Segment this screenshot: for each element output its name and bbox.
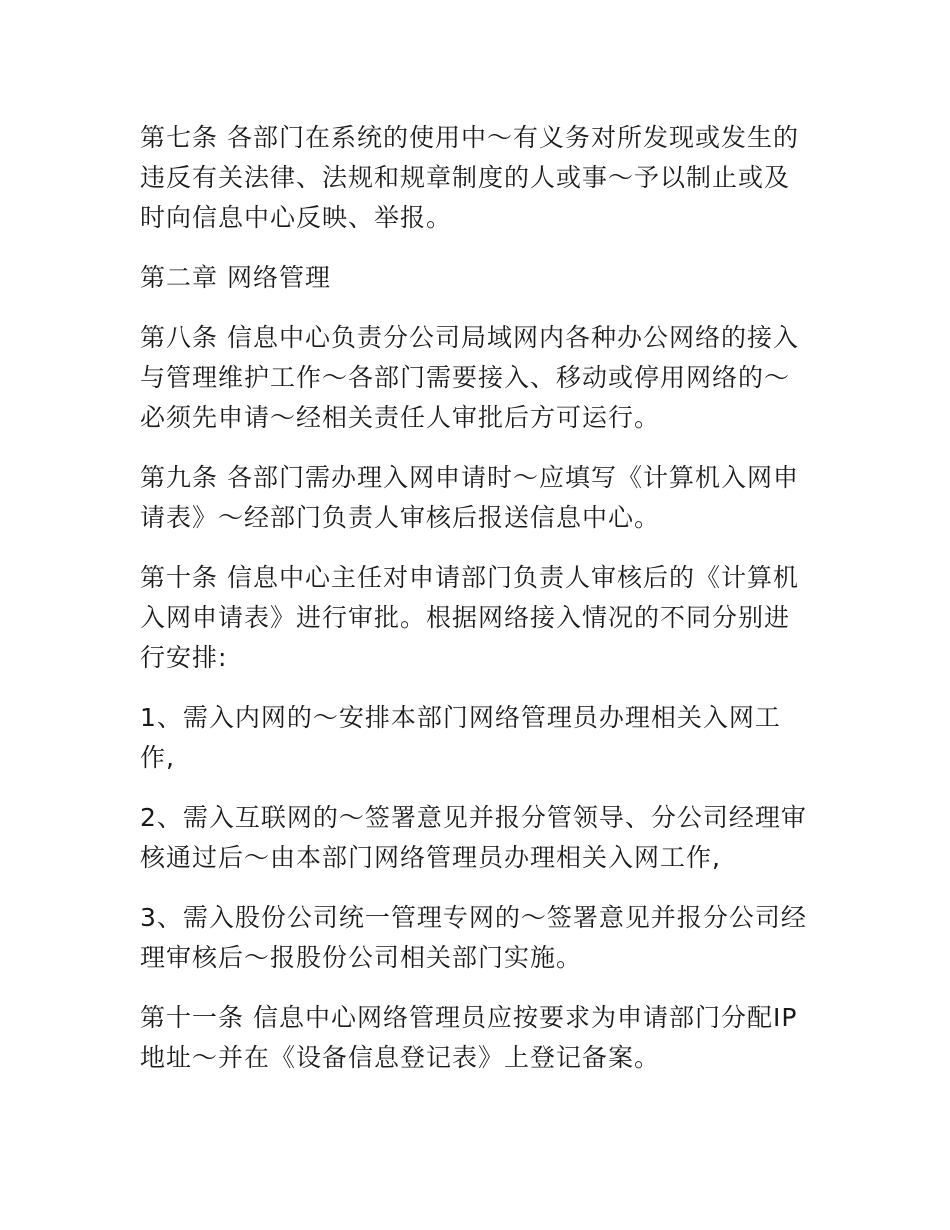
article-8: 第八条 信息中心负责分公司局域网内各种办公网络的接入与管理维护工作～各部门需要接入、移动或停用网络的～必须先申请～经相关责任人审批后方可运行。: [140, 323, 799, 432]
article-11: 第十一条 信息中心网络管理员应按要求为申请部门分配IP 地址～并在《设备信息登记表》上登记备案。: [140, 1003, 798, 1072]
list-item-3: 3、需入股份公司统一管理专网的～签署意见并报分公司经理审核后～报股份公司相关部门实施。: [140, 903, 807, 972]
list-item-2: 2、需入互联网的～签署意见并报分管领导、分公司经理审核通过后～由本部门网络管理员办理相关入网工作,: [140, 803, 807, 872]
article-10: 第十条 信息中心主任对申请部门负责人审核后的《计算机入网申请表》进行审批。根据网络接入情况的不同分别进行安排:: [140, 563, 799, 672]
chapter-2-heading: 第二章 网络管理: [140, 263, 331, 292]
article-7: 第七条 各部门在系统的使用中～有义务对所发现或发生的违反有关法律、法规和规章制度的人或事～予以制止或及时向信息中心反映、举报。: [140, 123, 799, 232]
article-9: 第九条 各部门需办理入网申请时～应填写《计算机入网申请表》～经部门负责人审核后报送信息中心。: [140, 463, 799, 532]
document-body: [140, 118, 812, 1098]
list-item-1: 1、需入内网的～安排本部门网络管理员办理相关入网工作,: [140, 703, 781, 772]
